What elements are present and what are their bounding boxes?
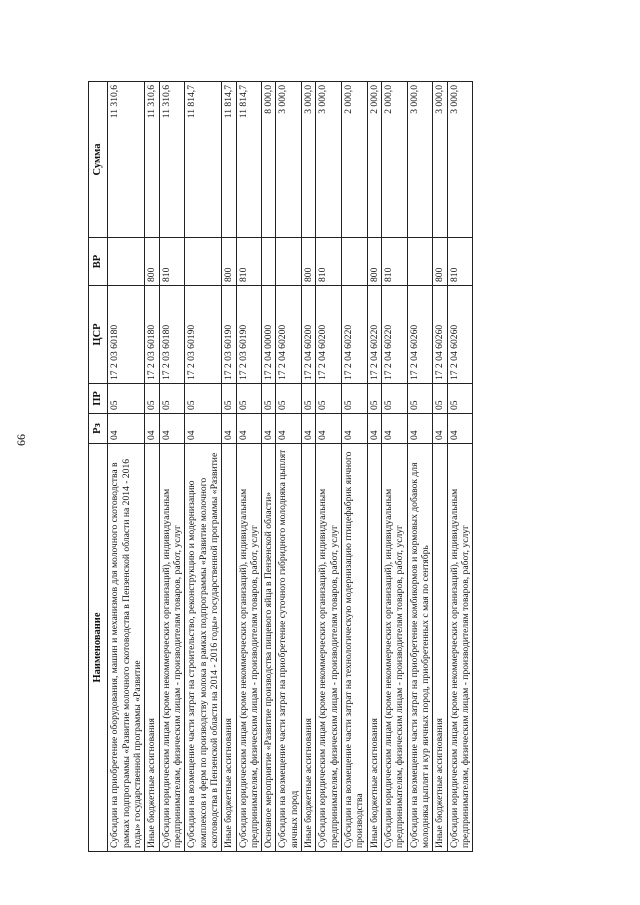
table-row — [276, 82, 302, 852]
table-header-row — [89, 82, 108, 852]
cell-name: Субсидии юридическим лицам (кроме некоммерческих организаций), индивидуальным предпринимателям, физическим лицам - производителям товаров, работ, услуг — [316, 444, 342, 852]
cell-sum: 3 000,0 — [276, 82, 302, 238]
cell-rz: 04 — [185, 414, 222, 444]
cell-name: Субсидии на приобретение оборудования, машин и механизмов для молочного скотоводства в рамках подпрограммы «Развитие молочного скотоводства в Пензенской области на 2014 - 2016 годы» государственной программы «Развитие — [108, 444, 145, 852]
cell-csr: 17 2 04 60260 — [433, 286, 447, 384]
cell-pr: 05 — [185, 384, 222, 414]
table-row — [316, 82, 342, 852]
cell-name: Субсидии на возмещение части затрат на строительство, реконструкцию и модернизацию комплексов и ферм по производству молока в рамках подпрограммы «Развитие молочного скотоводства в Пензенской области на 2014 - 2016 годы» государственной программы «Развитие — [185, 444, 222, 852]
cell-csr: 17 2 04 60200 — [276, 286, 302, 384]
cell-rz: 04 — [145, 414, 159, 444]
cell-sum: 3 000,0 — [447, 82, 473, 238]
cell-name: Иные бюджетные ассигнования — [433, 444, 447, 852]
cell-pr: 05 — [302, 384, 316, 414]
table-row — [108, 82, 145, 852]
cell-rz: 04 — [407, 414, 433, 444]
cell-pr: 05 — [276, 384, 302, 414]
cell-pr: 05 — [433, 384, 447, 414]
cell-vr: 800 — [433, 238, 447, 286]
cell-rz: 04 — [262, 414, 276, 444]
cell-rz: 04 — [236, 414, 262, 444]
cell-sum: 2 000,0 — [381, 82, 407, 238]
table-row — [145, 82, 159, 852]
cell-pr: 05 — [381, 384, 407, 414]
cell-csr: 17 2 03 60180 — [108, 286, 145, 384]
table-body — [108, 82, 473, 852]
cell-vr: 810 — [381, 238, 407, 286]
cell-sum: 2 000,0 — [367, 82, 381, 238]
cell-sum: 2 000,0 — [342, 82, 368, 238]
cell-sum: 11 310,6 — [159, 82, 185, 238]
cell-rz: 04 — [316, 414, 342, 444]
table-row — [222, 82, 236, 852]
cell-vr: 810 — [236, 238, 262, 286]
cell-csr: 17 2 03 60180 — [159, 286, 185, 384]
cell-pr: 05 — [316, 384, 342, 414]
cell-vr — [108, 238, 145, 286]
cell-pr: 05 — [159, 384, 185, 414]
cell-name: Субсидии юридическим лицам (кроме некоммерческих организаций), индивидуальным предпринимателям, физическим лицам - производителям товаров, работ, услуг — [236, 444, 262, 852]
column-header-csr: ЦСР — [89, 286, 108, 384]
page-number: 66 — [14, 434, 28, 446]
cell-sum: 11 814,7 — [185, 82, 222, 238]
cell-name: Субсидии юридическим лицам (кроме некоммерческих организаций), индивидуальным предпринимателям, физическим лицам - производителям товаров, работ, услуг — [159, 444, 185, 852]
table-row — [407, 82, 433, 852]
cell-rz: 04 — [381, 414, 407, 444]
cell-csr: 17 2 04 60260 — [407, 286, 433, 384]
cell-name: Иные бюджетные ассигнования — [145, 444, 159, 852]
cell-csr: 17 2 03 60190 — [222, 286, 236, 384]
cell-sum: 11 310,6 — [145, 82, 159, 238]
cell-name: Субсидии на возмещение части затрат на приобретение суточного гибридного молодняка цыплят яичных пород — [276, 444, 302, 852]
table-row — [185, 82, 222, 852]
cell-pr: 05 — [262, 384, 276, 414]
cell-csr: 17 2 04 60220 — [367, 286, 381, 384]
cell-vr: 800 — [222, 238, 236, 286]
cell-pr: 05 — [236, 384, 262, 414]
cell-vr: 810 — [316, 238, 342, 286]
cell-pr: 05 — [222, 384, 236, 414]
cell-sum: 8 000,0 — [262, 82, 276, 238]
cell-rz: 04 — [433, 414, 447, 444]
cell-sum: 11 814,7 — [236, 82, 262, 238]
cell-rz: 04 — [159, 414, 185, 444]
cell-pr: 05 — [447, 384, 473, 414]
table-row — [447, 82, 473, 852]
budget-table-page — [88, 82, 550, 852]
cell-vr: 800 — [367, 238, 381, 286]
cell-csr: 17 2 04 60200 — [302, 286, 316, 384]
budget-table — [88, 81, 473, 852]
cell-vr — [185, 238, 222, 286]
cell-sum: 3 000,0 — [407, 82, 433, 238]
cell-name: Иные бюджетные ассигнования — [367, 444, 381, 852]
table-row — [262, 82, 276, 852]
column-header-rz: Рз — [89, 414, 108, 444]
cell-name: Иные бюджетные ассигнования — [302, 444, 316, 852]
cell-rz: 04 — [447, 414, 473, 444]
cell-name: Субсидии юридическим лицам (кроме некоммерческих организаций), индивидуальным предпринимателям, физическим лицам - производителям товаров, работ, услуг — [447, 444, 473, 852]
cell-sum: 11 310,6 — [108, 82, 145, 238]
cell-vr — [342, 238, 368, 286]
cell-vr — [407, 238, 433, 286]
cell-sum: 3 000,0 — [316, 82, 342, 238]
cell-csr: 17 2 03 60190 — [185, 286, 222, 384]
cell-name: Субсидии на возмещение части затрат на приобретение комбикормов и кормовых добавок для молодняка цыплят и кур яичных пород, приобретенных с мая по сентябрь — [407, 444, 433, 852]
cell-vr: 800 — [145, 238, 159, 286]
cell-csr: 17 2 04 00000 — [262, 286, 276, 384]
cell-vr: 810 — [447, 238, 473, 286]
cell-name: Субсидии на возмещение части затрат на технологическую модернизацию птицефабрик яичного производства — [342, 444, 368, 852]
cell-pr: 05 — [367, 384, 381, 414]
cell-csr: 17 2 04 60200 — [316, 286, 342, 384]
cell-rz: 04 — [367, 414, 381, 444]
column-header-sum: Сумма — [89, 82, 108, 238]
cell-rz: 04 — [276, 414, 302, 444]
cell-sum: 11 814,7 — [222, 82, 236, 238]
cell-pr: 05 — [342, 384, 368, 414]
cell-name: Субсидии юридическим лицам (кроме некоммерческих организаций), индивидуальным предпринимателям, физическим лицам - производителям товаров, работ, услуг — [381, 444, 407, 852]
cell-csr: 17 2 04 60220 — [381, 286, 407, 384]
cell-vr: 800 — [302, 238, 316, 286]
table-row — [159, 82, 185, 852]
cell-pr: 05 — [108, 384, 145, 414]
column-header-pr: ПР — [89, 384, 108, 414]
cell-rz: 04 — [108, 414, 145, 444]
table-row — [342, 82, 368, 852]
cell-rz: 04 — [302, 414, 316, 444]
table-row — [236, 82, 262, 852]
table-row — [367, 82, 381, 852]
cell-vr — [276, 238, 302, 286]
cell-csr: 17 2 04 60220 — [342, 286, 368, 384]
cell-csr: 17 2 04 60260 — [447, 286, 473, 384]
cell-name: Иные бюджетные ассигнования — [222, 444, 236, 852]
cell-rz: 04 — [222, 414, 236, 444]
cell-sum: 3 000,0 — [302, 82, 316, 238]
cell-name: Основное мероприятие «Развитие производства пищевого яйца в Пензенской области» — [262, 444, 276, 852]
cell-sum: 3 000,0 — [433, 82, 447, 238]
table-row — [381, 82, 407, 852]
cell-rz: 04 — [342, 414, 368, 444]
cell-pr: 05 — [145, 384, 159, 414]
cell-pr: 05 — [407, 384, 433, 414]
column-header-name: Наименование — [89, 444, 108, 852]
cell-csr: 17 2 03 60190 — [236, 286, 262, 384]
cell-vr — [262, 238, 276, 286]
table-row — [302, 82, 316, 852]
cell-csr: 17 2 03 60180 — [145, 286, 159, 384]
table-row — [433, 82, 447, 852]
column-header-vr: ВР — [89, 238, 108, 286]
cell-vr: 810 — [159, 238, 185, 286]
